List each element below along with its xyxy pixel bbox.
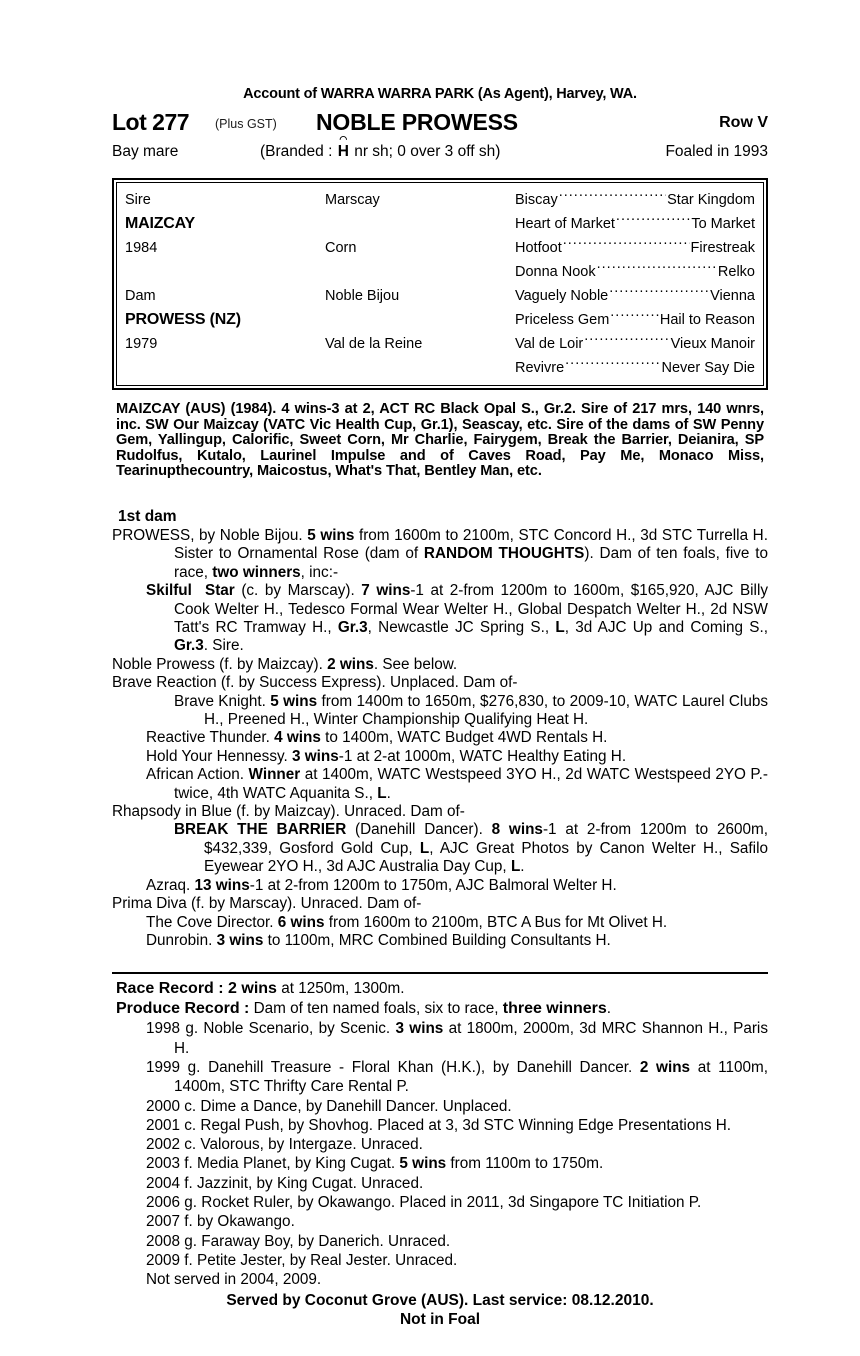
pedigree-row [117, 236, 763, 260]
brand-suffix: nr sh; 0 over 3 off sh) [354, 143, 501, 160]
pedigree-entry: BREAK THE BARRIER (Danehill Dancer). 8 wins-1 at 2-from 1200m to 2600m, $432,339, Gosford Gold Cup, L, AJC Great Photos by Canon Welter H., Safilo Eyewear 2YO H., 3d AJC Australia Day Cup, L. [174, 821, 768, 876]
pedigree-col1: PROWESS (NZ) [125, 311, 241, 328]
pedigree-col3-left: Vaguely Noble [515, 288, 609, 304]
produce-record-detail: Dam of ten named foals, six to race, three winners. [249, 999, 612, 1017]
race-record-line [112, 979, 768, 999]
page-content [112, 86, 768, 1329]
pedigree-col3-right: Vieux Manoir [670, 336, 755, 352]
pedigree-entry: PROWESS, by Noble Bijou. 5 wins from 1600m to 2100m, STC Concord H., 3d STC Turrella H. Sister to Ornamental Rose (dam of RANDOM THOUGHTS). Dam of ten foals, five to race, two winners, inc:- [112, 526, 768, 581]
race-record-detail: at 1250m, 1300m. [276, 980, 405, 998]
account-line: Account of WARRA WARRA PARK (As Agent), Harvey, WA. [243, 86, 637, 102]
first-dam-heading: 1st dam [118, 507, 177, 525]
pedigree-col3-left: Donna Nook [515, 264, 596, 280]
pedigree-row [117, 332, 763, 356]
pedigree-col1: Sire [125, 192, 151, 208]
served-by-note: Served by Coconut Grove (AUS). Last service: 08.12.2010. [226, 1292, 654, 1310]
not-in-foal-note: Not in Foal [399, 1311, 481, 1329]
pedigree-row [117, 188, 763, 212]
race-record-label: Race Record : 2 wins [116, 980, 277, 998]
pedigree-col3-left: Val de Loir [515, 336, 584, 352]
pedigree-col1: 1979 [125, 336, 158, 352]
pedigree-col1: Dam [125, 288, 156, 304]
produce-foal-list [112, 1019, 768, 1270]
produce-foal-entry: 2000 c. Dime a Dance, by Danehill Dancer. Unplaced. [146, 1097, 512, 1115]
pedigree-col3 [515, 236, 755, 260]
pedigree-row [117, 284, 763, 308]
brand-prefix: (Branded : [260, 143, 333, 160]
produce-foal-entry: 2003 f. Media Planet, by King Cugat. 5 wins from 1100m to 1750m. [146, 1155, 604, 1173]
produce-foal-entry: 2002 c. Valorous, by Intergaze. Unraced. [146, 1136, 423, 1154]
pedigree-entry: Dunrobin. 3 wins to 1100m, MRC Combined Building Consultants H. [146, 931, 611, 949]
foaled-year: Foaled in 1993 [665, 143, 768, 160]
pedigree-col3 [515, 212, 755, 236]
pedigree-col3-left: Revivre [515, 360, 565, 376]
dot-leader [565, 358, 660, 373]
produce-foal-entry: 2009 f. Petite Jester, by Real Jester. Unraced. [146, 1251, 458, 1269]
dot-leader [610, 310, 659, 325]
produce-foal-entry: 2004 f. Jazzinit, by King Cugat. Unraced. [146, 1174, 424, 1192]
pedigree-row [117, 356, 763, 380]
first-dam-lines [112, 527, 768, 950]
pedigree-col3 [515, 188, 755, 212]
pedigree-col3-right: Never Say Die [661, 360, 755, 376]
pedigree-rows [117, 188, 763, 380]
pedigree-row [117, 260, 763, 284]
dot-leader [609, 286, 709, 301]
pedigree-col2: Marscay [325, 192, 380, 208]
dot-leader [616, 214, 690, 229]
pedigree-entry: Rhapsody in Blue (f. by Maizcay). Unraced. Dam of- [112, 803, 465, 821]
pedigree-entry: Prima Diva (f. by Marscay). Unraced. Dam of- [112, 895, 422, 913]
produce-foal-entry: 2001 c. Regal Push, by Shovhog. Placed at 3, 3d STC Winning Edge Presentations H. [146, 1116, 732, 1134]
produce-foal-entry: 2006 g. Rocket Ruler, by Okawango. Placed in 2011, 3d Singapore TC Initiation P. [146, 1193, 702, 1211]
horse-name: NOBLE PROWESS [316, 109, 518, 135]
pedigree-col3-left: Priceless Gem [515, 312, 610, 328]
gst-note: (Plus GST) [215, 117, 277, 131]
pedigree-col3 [515, 332, 755, 356]
pedigree-col3 [515, 356, 755, 380]
pedigree-entry: Azraq. 13 wins-1 at 2-from 1200m to 1750m, AJC Balmoral Welter H. [146, 876, 617, 894]
pedigree-table-inner [116, 182, 764, 386]
dot-leader [584, 334, 669, 349]
lot-number: Lot 277 [112, 109, 190, 135]
pedigree-entry: Brave Reaction (f. by Success Express). Unplaced. Dam of- [112, 674, 518, 692]
pedigree-col3-right: Hail to Reason [659, 312, 755, 328]
produce-record-line [112, 999, 768, 1019]
pedigree-row [117, 308, 763, 332]
pedigree-col2: Noble Bijou [325, 288, 400, 304]
pedigree-col3 [515, 284, 755, 308]
pedigree-col2: Val de la Reine [325, 336, 423, 352]
pedigree-entry: The Cove Director. 6 wins from 1600m to 2100m, BTC A Bus for Mt Olivet H. [146, 913, 668, 931]
row-label: Row V [719, 114, 768, 131]
pedigree-entry: Noble Prowess (f. by Maizcay). 2 wins. See below. [112, 655, 458, 673]
brand-cap: ◠ [339, 134, 348, 144]
section-divider [112, 972, 768, 974]
produce-record-label: Produce Record : [116, 999, 250, 1017]
pedigree-col3 [515, 260, 755, 284]
pedigree-entry: Skilful Star (c. by Marscay). 7 wins-1 at 2-from 1200m to 1600m, $165,920, AJC Billy Cook Welter H., Tedesco Formal Wear Welter H., Global Despatch Welter H., 2d NSW Tatt's RC Tramway H., Gr.3, Newcastle JC Spring S., L, 3d AJC Up and Coming S., Gr.3. Sire. [146, 582, 768, 655]
pedigree-col3-right: Firestreak [690, 240, 755, 256]
pedigree-col3-left: Hotfoot [515, 240, 562, 256]
pedigree-col2: Corn [325, 240, 357, 256]
colour-sex: Bay mare [112, 143, 179, 160]
brand-letter: H [337, 143, 349, 160]
pedigree-entry: Reactive Thunder. 4 wins to 1400m, WATC Budget 4WD Rentals H. [146, 729, 608, 747]
pedigree-col3-right: Star Kingdom [667, 192, 755, 208]
pedigree-table [112, 178, 768, 390]
pedigree-col1: 1984 [125, 240, 158, 256]
pedigree-col3-left: Biscay [515, 192, 558, 208]
pedigree-col3-right: Relko [717, 264, 755, 280]
brand-symbol [337, 134, 350, 161]
pedigree-col3-right: To Market [691, 216, 755, 232]
pedigree-col3-left: Heart of Market [515, 216, 615, 232]
pedigree-entry: Brave Knight. 5 wins from 1400m to 1650m, $276,830, to 2009-10, WATC Laurel Clubs H., Preened H., Winter Championship Qualifying Heat H. [174, 692, 768, 729]
produce-foal-entry: 2008 g. Faraway Boy, by Danerich. Unraced. [146, 1232, 451, 1250]
pedigree-col3 [515, 308, 755, 332]
dot-leader [563, 238, 690, 253]
sire-summary: MAIZCAY (AUS) (1984). 4 wins-3 at 2, ACT RC Black Opal S., Gr.2. Sire of 217 mrs, 140 wnrs, inc. SW Our Maizcay (VATC Vic Health Cup, Gr.1), Seascay, etc. Sire of the dams of SW Penny Gem, Yallingup, Calorific, Sweet Corn, Mr Charlie, Fairygem, Break the Barrier, Deianira, SP Rudolfus, Kutalo, Laurinel Impulse and of Caves Road, Pay Me, Monaco Miss, Tearinupthecountry, Maicostus, What's That, Bentley Man, etc. [116, 401, 764, 480]
produce-foal-entry: 1999 g. Danehill Treasure - Floral Khan (H.K.), by Danehill Dancer. 2 wins at 1100m, 1400m, STC Thrifty Care Rental P. [146, 1058, 768, 1096]
brand-description [260, 134, 501, 161]
pedigree-col3-right: Vienna [710, 288, 755, 304]
produce-foal-entry: 2007 f. by Okawango. [146, 1213, 295, 1231]
dot-leader [559, 190, 666, 205]
description-row [112, 134, 768, 169]
produce-foal-entry: 1998 g. Noble Scenario, by Scenic. 3 wins at 1800m, 2000m, 3d MRC Shannon H., Paris H. [146, 1020, 768, 1057]
pedigree-row [117, 212, 763, 236]
lot-header-row [112, 109, 768, 139]
not-served-note: Not served in 2004, 2009. [146, 1271, 322, 1289]
pedigree-entry: Hold Your Hennessy. 3 wins-1 at 2-at 1000m, WATC Healthy Eating H. [146, 747, 627, 765]
pedigree-entry: African Action. Winner at 1400m, WATC Westspeed 3YO H., 2d WATC Westspeed 2YO P.-twice, 4th WATC Aquanita S., L. [146, 766, 769, 802]
pedigree-col1: MAIZCAY [125, 215, 196, 232]
dot-leader [597, 262, 717, 277]
